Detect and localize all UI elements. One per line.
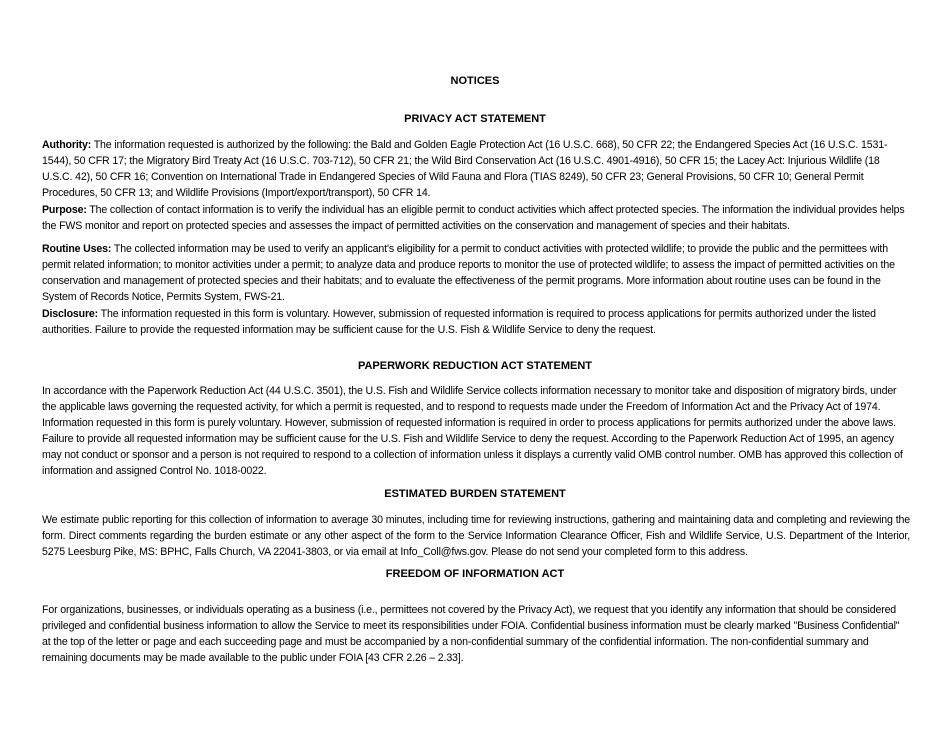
routine-uses-paragraph	[42, 241, 910, 305]
disclosure-label: Disclosure:	[42, 308, 99, 320]
disclosure-text: The information requested in this form is voluntary. However, submission of requested information is required to process applications for permits authorized under the listed authorities. Failure to provide the requested information may be sufficient cause for the U.S. Fish & Wildlife Service to deny the request.	[42, 308, 876, 336]
privacy-act-heading: PRIVACY ACT STATEMENT	[404, 113, 546, 125]
purpose-label: Purpose:	[42, 204, 87, 216]
authority-paragraph	[42, 137, 910, 201]
foia-paragraph: For organizations, businesses, or individuals operating as a business (i.e., permittees not covered by the Privacy Act), we request that you identify any information that should be considered privileged and confidential business information to allow the Service to meet its responsibilities under FOIA. Confidential business information must be clearly marked "Business Confidential" at the top of the letter or page and each succeeding page and must be accompanied by a non-confidential summary of the confidential information. The non-confidential summary and remaining documents may be made available to the public under FOIA [43 CFR 2.26 – 2.33].	[42, 604, 900, 664]
burden-paragraph: We estimate public reporting for this collection of information to average 30 minutes, including time for reviewing instructions, gathering and maintaining data and completing and reviewing the form. Direct comments regarding the burden estimate or any other aspect of the form to the Service Information Clearance Officer, Fish and Wildlife Service, U.S. Department of the Interior, 5275 Leesburg Pike, MS: BPHC, Falls Church, VA 22041-3803, or via email at Info_Coll@fws.gov. Please do not send your completed form to this address.	[42, 514, 910, 558]
authority-label: Authority:	[42, 139, 92, 151]
paperwork-paragraph: In accordance with the Paperwork Reduction Act (44 U.S.C. 3501), the U.S. Fish and Wildlife Service collects information necessary to monitor take and disposition of migratory birds, under the applicable laws governing the requested activity, for which a permit is requested, and to respond to requests made under the Freedom of Information Act and the Privacy Act of 1974. Information requested in this form is purely voluntary. However, submission of requested information is required in order to process applications for permits authorized under the above laws. Failure to provide all requested information may be sufficient cause for the U.S. Fish and Wildlife Service to deny the request. According to the Paperwork Reduction Act of 1995, an agency may not conduct or sponsor and a person is not required to respond to a collection of information unless it displays a currently valid OMB control number. OMB has approved this collection of information and assigned Control No. 1018-0022.	[42, 385, 903, 477]
authority-text: The information requested is authorized by the following: the Bald and Golden Eagle Protection Act (16 U.S.C. 668), 50 CFR 22; the Endangered Species Act (16 U.S.C. 1531-1544), 50 CFR 17; the Migratory Bird Treaty Act (16 U.S.C. 703-712), 50 CFR 21; the Wild Bird Conservation Act (16 U.S.C. 4901-4916), 50 CFR 15; the Lacey Act: Injurious Wildlife (18 U.S.C. 42), 50 CFR 16; Convention on International Trade in Endangered Species of Wild Fauna and Flora (TIAS 8249), 50 CFR 23; General Provisions, 50 CFR 10; General Permit Procedures, 50 CFR 13; and Wildlife Provisions (Import/export/transport), 50 CFR 14.	[42, 139, 888, 199]
foia-heading: FREEDOM OF INFORMATION ACT	[385, 568, 565, 580]
routine-uses-text: The collected information may be used to verify an applicant's eligibility for a permit to conduct activities with protected wildlife; to provide the public and the permittees with permit related information; to monitor activities under a permit; to analyze data and produce reports to monitor the use of protected wildlife; to assess the impact of permitted activities on the conservation and management of protected species and their habitats; and to evaluate the effectiveness of the permit programs. More information about routine uses can be found in the System of Records Notice, Permits System, FWS-21.	[42, 243, 895, 303]
notices-title: NOTICES	[450, 75, 500, 87]
disclosure-paragraph	[42, 306, 910, 338]
paperwork-heading: PAPERWORK REDUCTION ACT STATEMENT	[357, 360, 593, 372]
burden-heading: ESTIMATED BURDEN STATEMENT	[384, 488, 566, 500]
purpose-paragraph	[42, 202, 910, 234]
purpose-text: The collection of contact information is to verify the individual has an eligible permit to conduct activities which affect protected species. The information the individual provides helps the FWS monitor and report on protected species and assesses the impact of permitted activities on the conservation and management of species and their habitats.	[42, 204, 905, 232]
routine-uses-label: Routine Uses:	[42, 243, 112, 255]
